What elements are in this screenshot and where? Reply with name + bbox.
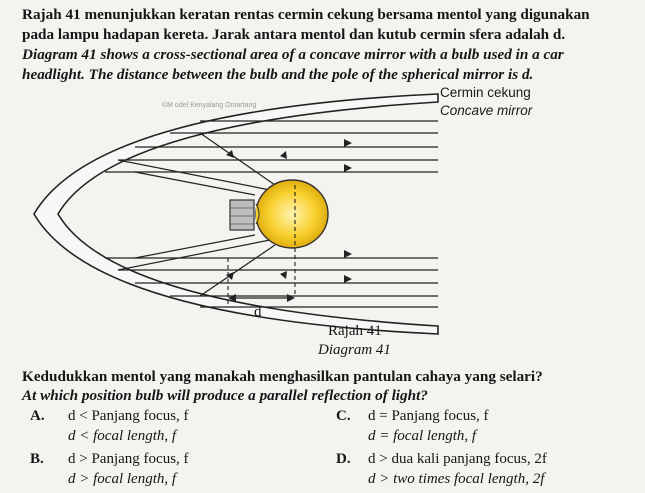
option-a-malay: d < Panjang focus, f bbox=[68, 408, 189, 424]
option-b-malay: d > Panjang focus, f bbox=[68, 451, 189, 467]
option-c-letter: C. bbox=[336, 408, 351, 424]
option-d-english: d > two times focal length, 2f bbox=[368, 471, 545, 487]
option-c-malay: d = Panjang focus, f bbox=[368, 408, 489, 424]
option-b-letter: B. bbox=[30, 451, 44, 467]
prompt-english: At which position bulb will produce a parallel reflection of light? bbox=[22, 387, 428, 404]
option-a-english: d < focal length, f bbox=[68, 428, 177, 444]
option-d-malay: d > dua kali panjang focus, 2f bbox=[368, 451, 547, 467]
distance-label: d bbox=[254, 304, 262, 320]
option-d-letter: D. bbox=[336, 451, 351, 467]
caption-malay: Rajah 41 bbox=[328, 323, 382, 339]
label-concave-mirror-english: Concave mirror bbox=[440, 103, 533, 118]
option-c-english: d = focal length, f bbox=[368, 428, 477, 444]
label-concave-mirror-malay: Cermin cekung bbox=[440, 85, 531, 100]
question-malay-line-1: Rajah 41 menunjukkan keratan rentas cermin cekung bersama mentol yang digunakan bbox=[22, 6, 590, 23]
watermark-text: ©M odel Kenyalang Omartang bbox=[162, 102, 257, 109]
prompt-malay: Kedudukkan mentol yang manakah menghasilkan pantulan cahaya yang selari? bbox=[22, 368, 543, 385]
option-b-english: d > focal length, f bbox=[68, 471, 177, 487]
option-a-letter: A. bbox=[30, 408, 45, 424]
light-bulb bbox=[230, 180, 328, 248]
caption-english: Diagram 41 bbox=[318, 342, 391, 358]
question-malay-line-2: pada lampu hadapan kereta. Jarak antara mentol dan kutub cermin sfera adalah d. bbox=[22, 26, 566, 43]
question-english-line-1: Diagram 41 shows a cross-sectional area of a concave mirror with a bulb used in a car bbox=[22, 46, 564, 63]
distance-arrow bbox=[228, 294, 295, 302]
question-english-line-2: headlight. The distance between the bulb and the pole of the spherical mirror is d. bbox=[22, 66, 534, 83]
